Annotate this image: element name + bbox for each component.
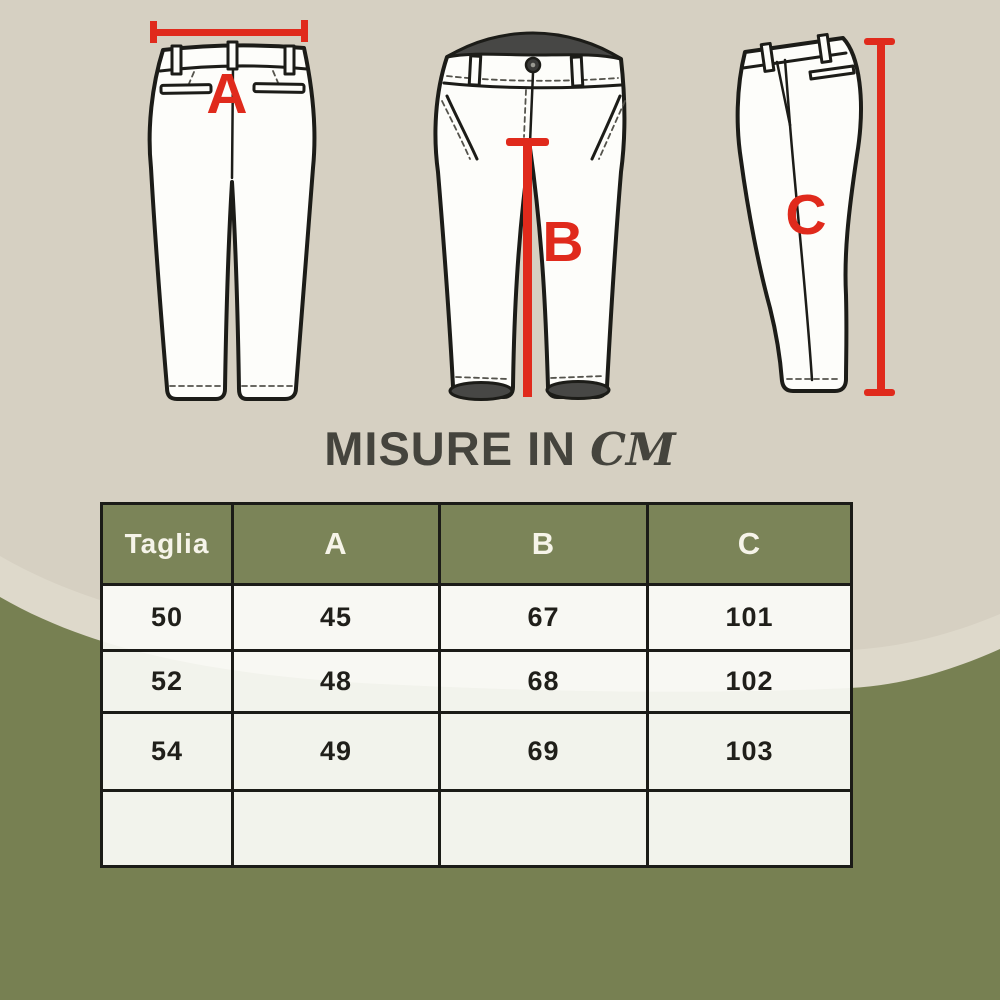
size-table — [100, 502, 853, 868]
header-taglia: Taglia — [102, 504, 233, 585]
front-button-hole — [531, 63, 536, 68]
size-cell: 67 — [440, 585, 648, 651]
measure-line-a — [153, 29, 305, 36]
size-cell: 54 — [102, 713, 233, 791]
size-row-50 — [102, 585, 852, 651]
size-cell — [648, 791, 852, 867]
front-belt-loop-left — [469, 56, 481, 85]
front-hem-opening-right — [547, 382, 609, 399]
size-cell: 52 — [102, 651, 233, 713]
size-cell: 50 — [102, 585, 233, 651]
size-cell — [102, 791, 233, 867]
measure-line-b — [523, 142, 532, 397]
back-pocket-left — [161, 85, 211, 94]
measure-label-c: C — [785, 183, 827, 247]
measure-line-c — [877, 42, 885, 392]
front-hem-opening-left — [450, 383, 512, 400]
size-row-empty — [102, 791, 852, 867]
back-belt-loop-left — [172, 46, 181, 74]
size-cell: 45 — [233, 585, 440, 651]
measure-cap-c-bottom — [864, 389, 895, 396]
size-row-54 — [102, 713, 852, 791]
size-cell: 48 — [233, 651, 440, 713]
size-cell: 68 — [440, 651, 648, 713]
page-title — [0, 421, 1000, 476]
size-cell: 102 — [648, 651, 852, 713]
title-unit: CM — [590, 423, 676, 476]
size-cell: 49 — [233, 713, 440, 791]
back-pocket-right — [254, 84, 304, 93]
measure-label-b: B — [542, 210, 584, 274]
header-b: B — [440, 504, 648, 585]
side-belt-loop-right — [818, 34, 831, 62]
front-belt-loop-right — [571, 57, 583, 86]
side-belt-loop-left — [761, 43, 774, 71]
back-belt-loop-right — [285, 46, 294, 74]
measure-label-a: A — [206, 62, 248, 126]
size-cell: 101 — [648, 585, 852, 651]
size-table-header-row — [102, 504, 852, 585]
size-cell: 69 — [440, 713, 648, 791]
pants-diagrams — [0, 0, 1000, 430]
header-a: A — [233, 504, 440, 585]
size-row-52 — [102, 651, 852, 713]
measure-cap-a-right — [301, 20, 308, 42]
size-cell — [233, 791, 440, 867]
pants-side-view-illustration — [738, 34, 895, 396]
measure-cap-a-left — [150, 21, 157, 43]
pants-back-view-illustration — [150, 20, 315, 399]
title-text: MISURE IN — [324, 422, 577, 475]
measure-cap-c-top — [864, 38, 895, 45]
size-cell: 103 — [648, 713, 852, 791]
header-c: C — [648, 504, 852, 585]
measure-cap-b-top — [506, 138, 549, 146]
size-cell — [440, 791, 648, 867]
pants-front-view-illustration — [435, 33, 625, 400]
